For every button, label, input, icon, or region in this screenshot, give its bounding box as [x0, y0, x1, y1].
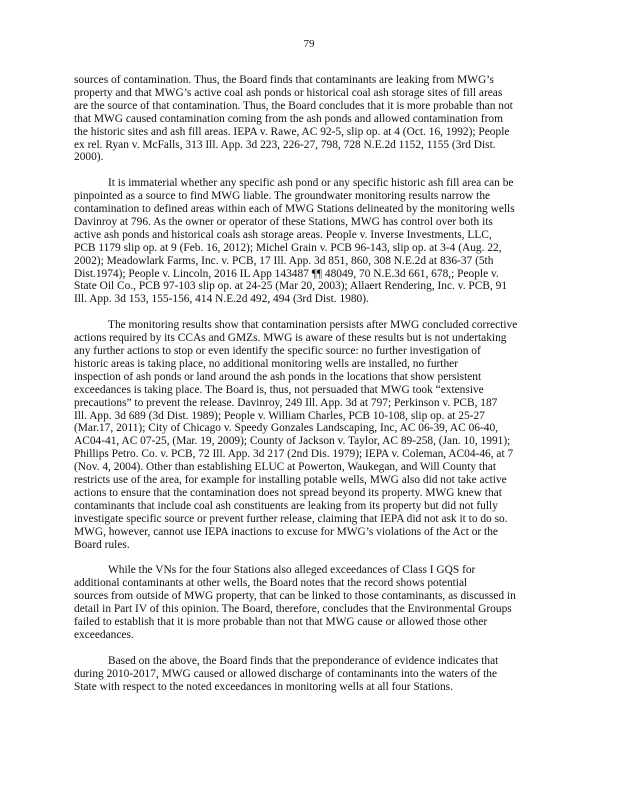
- text-line: inspection of ash ponds or land around the ash ponds in the locations that show persistent: [74, 370, 482, 383]
- text-line: restricts use of the area, for example for installing potable wells, MWG also did not take active: [74, 474, 507, 487]
- text-line: that MWG caused contamination coming from the ash ponds and allowed contamination from: [74, 112, 503, 125]
- text-line: Board rules.: [74, 538, 130, 551]
- text-line: It is immaterial whether any specific ash pond or any specific historic ash fill area can be: [108, 177, 514, 190]
- text-line: sources of contamination. Thus, the Board finds that contaminants are leaking from MWG’s: [74, 74, 494, 86]
- page-number: 79: [303, 38, 315, 50]
- text-line: pinpointed as a source to find MWG liable. The groundwater monitoring results narrow the: [74, 190, 491, 203]
- text-line: (Mar.17, 2011); City of Chicago v. Speedy Gonzales Landscaping, Inc, AC 06-39, AC 06-40,: [74, 422, 499, 435]
- text-line: additional contaminants at other wells, the Board notes that the record shows potential: [74, 577, 468, 590]
- text-line: Ill. App. 3d 689 (3d Dist. 1989); People v. William Charles, PCB 10-108, slip op. at 25-27: [74, 409, 485, 422]
- text-line: precautions” to prevent the release. Davinroy, 249 Ill. App. 3d at 797; Perkinson v. PCB, 187: [74, 396, 498, 409]
- text-line: State Oil Co., PCB 97-103 slip op. at 24-25 (Mar 20, 2003); Allaert Rendering, Inc. v. PCB, 91: [74, 280, 508, 293]
- text-line: active ash ponds and historical coals ash storage areas. People v. Inverse Investments, LLC,: [74, 228, 492, 241]
- text-line: Davinroy at 796. As the owner or operator of these Stations, MWG has control over both its: [74, 215, 493, 228]
- text-line: during 2010-2017, MWG caused or allowed discharge of contaminants into the waters of the: [74, 667, 498, 680]
- text-line: PCB 1179 slip op. at 9 (Feb. 16, 2012); Michel Grain v. PCB 96-143, slip op. at 3-4 (Aug. 22,: [74, 241, 502, 254]
- text-line: State with respect to the noted exceedances in monitoring wells at all four Stations.: [74, 680, 453, 693]
- text-line: historic areas is taking place, no additional monitoring wells are installed, no further: [74, 357, 459, 370]
- text-line: Phillips Petro. Co. v. PCB, 72 Ill. App. 3d 217 (2nd Dis. 1979); IEPA v. Coleman, AC04-46, at 7: [74, 448, 514, 461]
- paragraph: [74, 74, 546, 164]
- text-line: While the VNs for the four Stations also alleged exceedances of Class I GQS for: [108, 564, 476, 577]
- paragraph: [74, 319, 546, 551]
- paragraph: [74, 564, 546, 641]
- text-line: failed to establish that it is more probable than not that MWG cause or allowed those other: [74, 616, 488, 629]
- text-line: contamination to defined areas within each of MWG Stations delineated by the monitoring wells: [74, 203, 515, 216]
- text-line: ex rel. Ryan v. McFalls, 313 Ill. App. 3d 223, 226-27, 798, 728 N.E.2d 1152, 1155 (3rd Dist.: [74, 138, 496, 151]
- text-line: (Nov. 4, 2004). Other than establishing ELUC at Powerton, Waukegan, and Will County that: [74, 461, 497, 474]
- text-line: Based on the above, the Board finds that the preponderance of evidence indicates that: [108, 654, 499, 667]
- text-line: contaminants that include coal ash constituents are leaking from its property but did not fully: [74, 499, 498, 512]
- text-line: exceedances.: [74, 628, 134, 641]
- text-line: actions required by its CCAs and GMZs. MWG is aware of these results but is not undertaking: [74, 332, 507, 345]
- text-line: are the source of that contamination. Thus, the Board concludes that it is more probable than not: [74, 99, 513, 112]
- text-line: detail in Part IV of this opinion. The Board, therefore, concludes that the Environmental Groups: [74, 603, 512, 616]
- text-line: exceedances is taking place. The Board is, thus, not persuaded that MWG took “extensive: [74, 383, 484, 396]
- text-line: property and that MWG’s active coal ash ponds or historical coal ash storage sites of fill areas: [74, 86, 503, 99]
- text-line: sources from outside of MWG property, that can be linked to those contaminants, as discussed in: [74, 590, 516, 603]
- paragraph: [74, 655, 546, 694]
- text-line: The monitoring results show that contamination persists after MWG concluded corrective: [108, 319, 518, 332]
- paragraph: [74, 177, 546, 306]
- text-line: MWG, however, cannot use IEPA inactions to excuse for MWG’s violations of the Act or the: [74, 525, 498, 538]
- text-line: Dist.1974); People v. Lincoln, 2016 IL App 143487 ¶¶ 48049, 70 N.E.3d 661, 678,; People v.: [74, 267, 499, 280]
- text-line: AC04-41, AC 07-25, (Mar. 19, 2009); County of Jackson v. Taylor, AC 89-258, (Jan. 10, 1991);: [74, 435, 511, 448]
- text-line: any further actions to stop or even identify the specific source: no further investigation of: [74, 345, 481, 357]
- text-line: 2000).: [74, 151, 104, 164]
- text-line: the historic sites and ash fill areas. IEPA v. Rawe, AC 92-5, slip op. at 4 (Oct. 16, 1992); People: [74, 125, 510, 138]
- text-line: actions to ensure that the contamination does not spread beyond its property. MWG knew that: [74, 486, 502, 499]
- body-text: [74, 74, 546, 706]
- text-line: investigate specific source or prevent further release, claiming that IEPA did not ask it to do so.: [74, 512, 508, 525]
- text-line: Ill. App. 3d 153, 155-156, 414 N.E.2d 492, 494 (3rd Dist. 1980).: [74, 293, 369, 306]
- text-line: 2002); Meadowlark Farms, Inc. v. PCB, 17 Ill. App. 3d 851, 860, 308 N.E.2d at 836-37 (5th: [74, 254, 494, 267]
